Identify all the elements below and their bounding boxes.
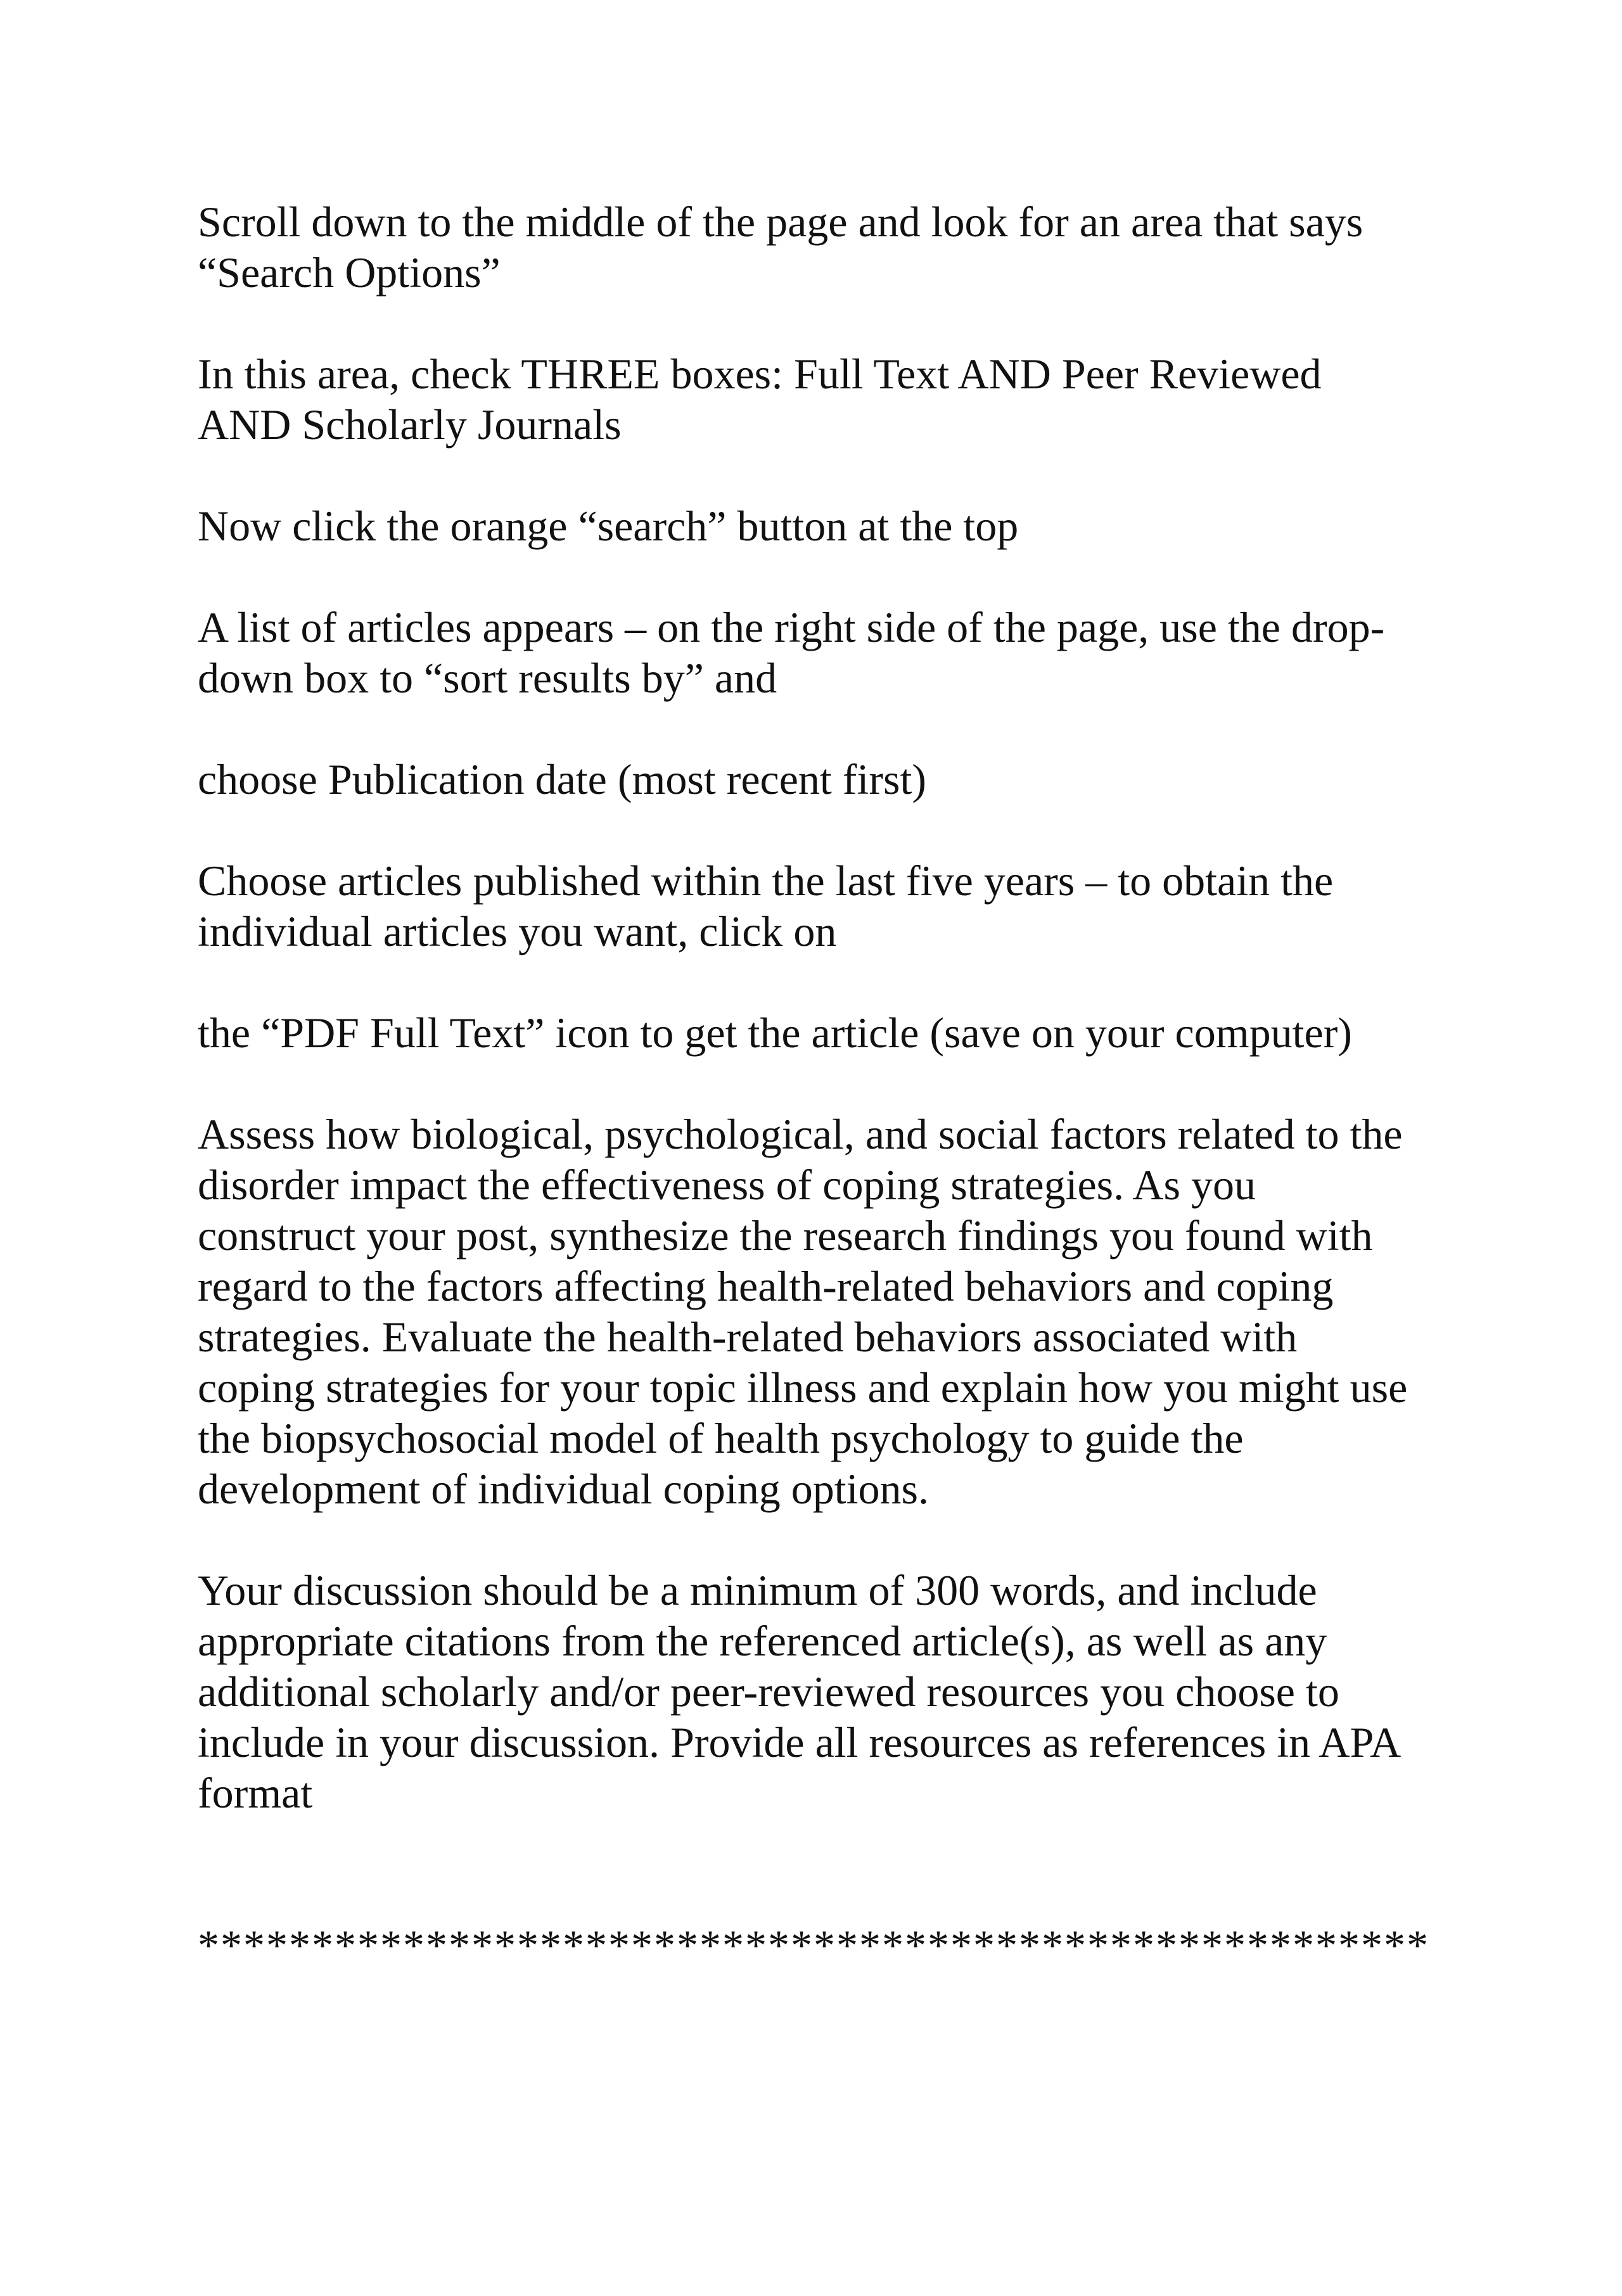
text-line: disorder impact the effectiveness of coping strategies. As you (198, 1161, 1256, 1209)
text-line: the “PDF Full Text” icon to get the article (save on your computer) (198, 1009, 1352, 1057)
text-line: format (198, 1769, 313, 1817)
text-line: development of individual coping options. (198, 1465, 929, 1513)
text-line: Assess how biological, psychological, and social factors related to the (198, 1110, 1403, 1158)
text-line: Scroll down to the middle of the page and look for an area that says (198, 198, 1363, 246)
paragraph-publication-date (198, 754, 1465, 805)
asterisk-separator: ****************************************************** (198, 1921, 1429, 1969)
text-line: additional scholarly and/or peer-reviewed resources you choose to (198, 1668, 1339, 1716)
text-line: the biopsychosocial model of health psychology to guide the (198, 1414, 1244, 1462)
text-line: Choose articles published within the last five years – to obtain the (198, 857, 1334, 905)
text-line: choose Publication date (most recent first) (198, 755, 926, 803)
document-page (198, 196, 1465, 1970)
text-line: Your discussion should be a minimum of 300 words, and include (198, 1566, 1317, 1614)
paragraph-click-search (198, 501, 1465, 551)
text-line: construct your post, synthesize the research findings you found with (198, 1211, 1373, 1260)
paragraph-check-boxes (198, 348, 1465, 450)
text-line: In this area, check THREE boxes: Full Text AND Peer Reviewed (198, 350, 1322, 398)
text-line: Now click the orange “search” button at the top (198, 502, 1019, 550)
paragraph-sort-results (198, 602, 1465, 703)
paragraph-pdf-full-text (198, 1007, 1465, 1058)
text-line: A list of articles appears – on the right side of the page, use the drop- (198, 603, 1385, 651)
text-line: regard to the factors affecting health-related behaviors and coping (198, 1262, 1334, 1310)
text-line: include in your discussion. Provide all resources as references in APA (198, 1718, 1402, 1766)
text-line: AND Scholarly Journals (198, 400, 622, 449)
text-line: strategies. Evaluate the health-related behaviors associated with (198, 1313, 1298, 1361)
text-line: individual articles you want, click on (198, 907, 837, 955)
paragraph-choose-articles (198, 855, 1465, 957)
text-line: “Search Options” (198, 248, 501, 297)
text-line: appropriate citations from the referenced article(s), as well as any (198, 1617, 1327, 1665)
paragraph-assess (198, 1109, 1465, 1514)
text-line: coping strategies for your topic illness and explain how you might use (198, 1363, 1408, 1412)
paragraph-search-options (198, 196, 1465, 298)
paragraph-discussion-requirements (198, 1565, 1465, 1818)
text-line: down box to “sort results by” and (198, 654, 777, 702)
